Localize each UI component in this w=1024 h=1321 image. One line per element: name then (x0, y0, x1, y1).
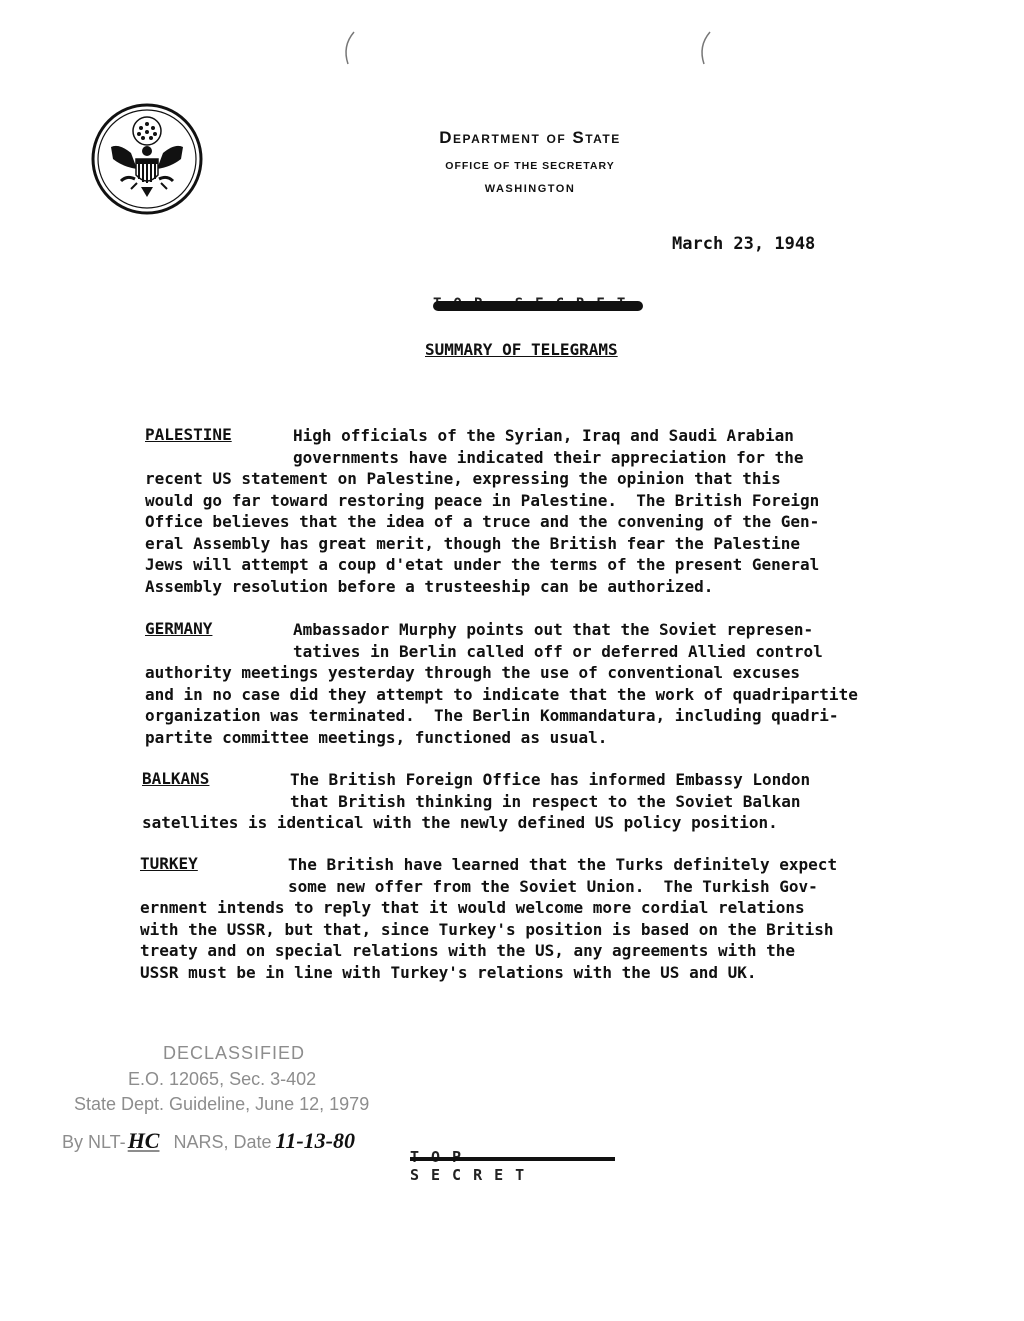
section-line: satellites is identical with the newly defined US policy position. (142, 813, 778, 832)
section-line: that British thinking in respect to the Soviet Balkan (290, 791, 801, 811)
declassified-by-initials: HC (127, 1128, 160, 1153)
section-line: with the USSR, but that, since Turkey's position is based on the British (140, 919, 834, 939)
section-line: Ambassador Murphy points out that the Soviet represen- (293, 620, 814, 639)
section-label-palestine: PALESTINE (145, 425, 232, 444)
declassified-date-handwritten: 11-13-80 (275, 1128, 355, 1153)
punch-mark (696, 30, 714, 66)
declassified-by-prefix: By NLT- (62, 1132, 126, 1152)
office-name: OFFICE OF THE SECRETARY (445, 160, 615, 172)
section-line: The British Foreign Office has informed Embassy London (290, 770, 811, 789)
footer-classification-marking (410, 1148, 615, 1184)
section-line: organization was terminated. The Berlin Kommandatura, including quadri- (145, 706, 839, 725)
section-line: ernment intends to reply that it would welcome more cordial relations (140, 898, 805, 917)
section-line: eral Assembly has great merit, though the British fear the Palestine (145, 533, 801, 553)
department-seal-icon (91, 103, 203, 215)
summary-title: SUMMARY OF TELEGRAMS (425, 340, 618, 359)
city-name: WASHINGTON (484, 183, 576, 195)
section-line: governments have indicated their appreciation for the (293, 447, 804, 467)
section-label-balkans: BALKANS (142, 769, 210, 788)
section-line: Office believes that the idea of a truce and the convening of the Gen- (145, 512, 820, 531)
document-date: March 23, 1948 (672, 234, 816, 254)
section-line: and in no case did they attempt to indicate that the work of quadripartite (145, 684, 858, 704)
section-line: USSR must be in line with Turkey's relations with the US and UK. (140, 962, 757, 982)
section-line: High officials of the Syrian, Iraq and Saudi Arabian (293, 426, 794, 445)
declassified-guideline: State Dept. Guideline, June 12, 1979 (74, 1094, 370, 1114)
footer-classification-text: SECRET (410, 1166, 537, 1184)
declassified-authority: E.O. 12065, Sec. 3-402 (128, 1069, 317, 1089)
punch-mark (340, 30, 358, 66)
section-line: recent US statement on Palestine, expressing the opinion that this (145, 469, 781, 488)
section-line: some new offer from the Soviet Union. The Turkish Gov- (288, 876, 818, 896)
department-name: Department of State (439, 128, 621, 147)
section-line: Assembly resolution before a trusteeship can be authorized. (145, 576, 714, 596)
section-line: tatives in Berlin called off or deferred Allied control (293, 641, 823, 661)
section-label-germany: GERMANY (145, 619, 213, 638)
classification-marking (433, 296, 643, 316)
declassified-stamp: DECLASSIFIED (163, 1043, 306, 1063)
section-line: partite committee meetings, functioned as usual. (145, 727, 608, 747)
section-label-turkey: TURKEY (140, 854, 198, 873)
declassified-nars: NARS, Date (173, 1132, 272, 1152)
section-line: treaty and on special relations with the US, any agreements with the (140, 941, 796, 960)
section-line: authority meetings yesterday through the use of conventional excuses (145, 663, 801, 682)
section-line: Jews will attempt a coup d'etat under the terms of the present General (145, 555, 820, 574)
declassified-by (62, 1128, 355, 1154)
section-line: would go far toward restoring peace in Palestine. The British Foreign (145, 490, 820, 510)
section-line: The British have learned that the Turks definitely expect (288, 855, 838, 874)
